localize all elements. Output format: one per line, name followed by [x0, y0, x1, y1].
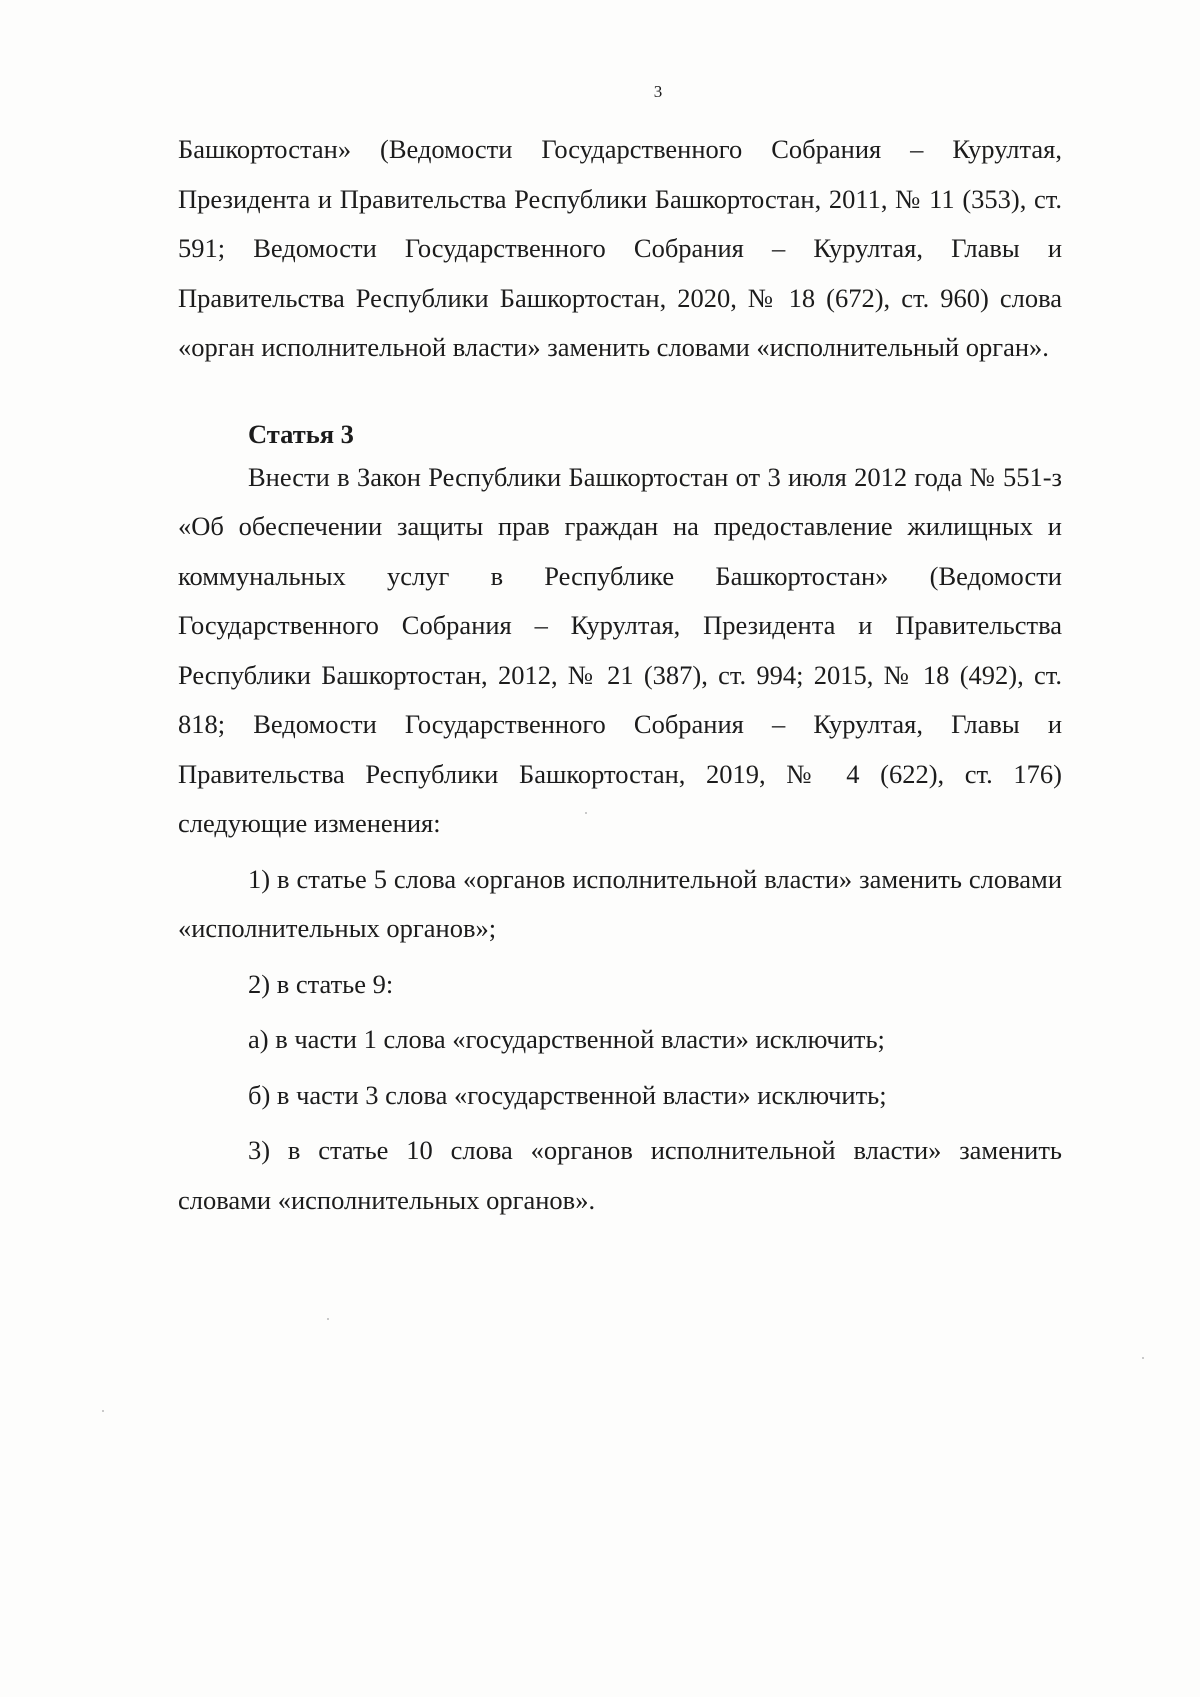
continuation-paragraph: Башкортостан» (Ведомости Государственного Собрания – Курултая, Президента и Правительства Республики Башкортостан, 2011, № 11 (353), ст. 591; Ведомости Государственного Собрания – Курултая, Главы и Правительства Республики Башкортостан, 2020, № 18 (672), ст. 960) слова «орган исполнительной власти» заменить словами «исполнительный орган». — [178, 134, 1062, 362]
document-body — [178, 125, 1062, 1225]
article-heading: Статья 3 — [248, 418, 354, 449]
scan-speck — [1142, 1357, 1144, 1359]
list-item: 2) в статье 9: — [248, 968, 394, 999]
article-intro-paragraph: Внести в Закон Республики Башкортостан от 3 июля 2012 года № 551-з «Об обеспечении защиты прав граждан на предоставление жилищных и коммунальных услуг в Республике Башкортостан» (Ведомости Государственного Собрания – Курултая, Президента и Правительства Республики Башкортостан, 2012, № 21 (387), ст. 994; 2015, № 18 (492), ст. 818; Ведомости Государственного Собрания – Курултая, Главы и Правительства Республики Башкортостан, 2019, № 4 (622), ст. 176) следующие изменения: — [178, 461, 1062, 838]
scan-speck — [585, 812, 587, 814]
scan-speck — [102, 1410, 104, 1412]
scan-speck — [327, 1318, 329, 1320]
list-item: а) в части 1 слова «государственной власти» исключить; — [248, 1024, 885, 1054]
list-item: 1) в статье 5 слова «органов исполнительной власти» заменить словами «исполнительных органов»; — [178, 863, 1062, 943]
page-number: 3 — [653, 82, 663, 101]
list-item: б) в части 3 слова «государственной власти» исключить; — [248, 1079, 887, 1110]
list-item: 3) в статье 10 слова «органов исполнительной власти» заменить словами «исполнительных органов». — [178, 1135, 1062, 1215]
